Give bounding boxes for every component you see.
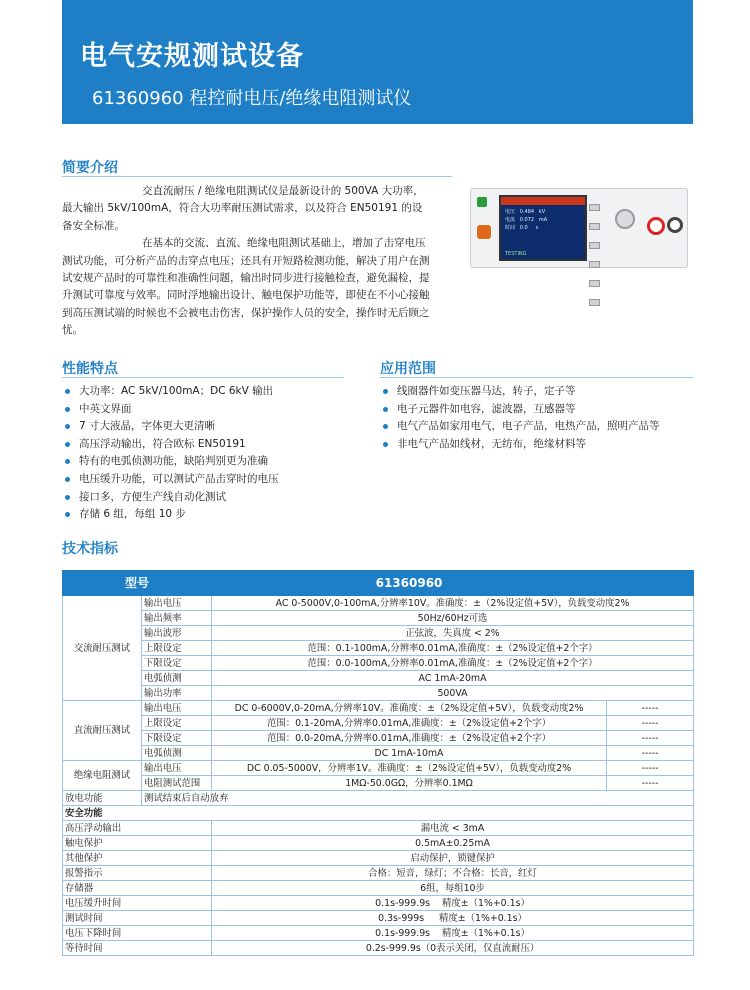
applications-heading: 应用范围 bbox=[380, 361, 436, 377]
param-cell: 电压缓升时间 bbox=[63, 896, 212, 911]
value-cell: DC 0-6000V,0-20mA,分辨率10V。准确度：±（2%设定值+5V），负载变动度2% bbox=[212, 701, 607, 716]
param-cell: 测试时间 bbox=[63, 911, 212, 926]
model-value: 61360960 bbox=[212, 571, 607, 596]
table-row bbox=[63, 821, 694, 836]
lcd-screen bbox=[499, 195, 587, 261]
page-title: 电气安规测试设备 bbox=[80, 41, 304, 72]
value-cell: 启动保护，锁键保护 bbox=[212, 851, 694, 866]
value-cell: 500VA bbox=[212, 686, 694, 701]
features-heading: 性能特点 bbox=[62, 361, 118, 377]
table-row bbox=[63, 896, 694, 911]
intro-paragraph-2: 在基本的交流、直流、绝缘电阻测试基础上，增加了击穿电压测试功能，可分析产品的击穿点电压；还具有开短路检测功能，解决了用户在测试安规产品时的可靠性和准确性问题，输出时同步进行接触检查，避免漏检，提升测试可靠度与效率。同时浮地输出设计、触电保护功能等，即使在不小心接触到高压测试端的时候也不会被电击伤害，保护操作人员的安全，操作时无后顾之忧。 bbox=[62, 237, 430, 337]
table-row bbox=[63, 701, 694, 716]
list-item: 高压浮动输出，符合欧标 EN50191 bbox=[62, 436, 279, 454]
table-row bbox=[63, 851, 694, 866]
lcd-title-bar bbox=[501, 197, 585, 205]
param-cell: 输出电压 bbox=[142, 701, 212, 716]
header-banner bbox=[62, 0, 693, 124]
param-cell: 电阻测试范围 bbox=[142, 776, 212, 791]
param-cell: 电弧侦测 bbox=[142, 671, 212, 686]
list-item: 大功率：AC 5kV/100mA；DC 6kV 输出 bbox=[62, 383, 279, 401]
extra-cell: ----- bbox=[607, 761, 694, 776]
table-row bbox=[63, 611, 694, 626]
lcd-voltage: 电压 0.484 kV bbox=[505, 209, 546, 215]
param-cell: 输出电压 bbox=[142, 761, 212, 776]
value-cell: 范围：0.1-100mA,分辨率0.01mA,准确度：±（2%设定值+2个字） bbox=[212, 641, 694, 656]
list-item: 电气产品如家用电气，电子产品，电热产品，照明产品等 bbox=[380, 418, 660, 436]
param-cell: 其他保护 bbox=[63, 851, 212, 866]
lcd-readout bbox=[505, 208, 547, 232]
value-cell: 1MΩ-50.0GΩ，分辨率0.1MΩ bbox=[212, 776, 607, 791]
return-terminal-icon bbox=[667, 217, 683, 233]
table-row bbox=[63, 671, 694, 686]
value-cell: DC 1mA-10mA bbox=[212, 746, 607, 761]
value-cell: 0.1s-999.9s 精度±（1%+0.1s） bbox=[212, 926, 694, 941]
param-cell: 等待时间 bbox=[63, 941, 212, 956]
product-image bbox=[470, 188, 688, 268]
table-row bbox=[63, 716, 694, 731]
extra-cell: ----- bbox=[607, 746, 694, 761]
rotary-knob-icon bbox=[615, 209, 635, 229]
table-row bbox=[63, 686, 694, 701]
intro-paragraph-1: 交直流耐压 / 绝缘电阻测试仪是最新设计的 500VA 大功率，最大输出 5kV/100mA，符合大功率耐压测试需求，以及符合 EN50191 的设备安全标准。 bbox=[62, 185, 424, 232]
group-dc-label: 直流耐压测试 bbox=[63, 701, 142, 761]
table-row bbox=[63, 761, 694, 776]
specs-heading: 技术指标 bbox=[62, 541, 118, 557]
safety-section-label: 安全功能 bbox=[63, 806, 694, 821]
table-row bbox=[63, 926, 694, 941]
param-cell: 输出电压 bbox=[142, 596, 212, 611]
table-row bbox=[63, 626, 694, 641]
extra-cell: ----- bbox=[607, 776, 694, 791]
lcd-status: TESTING bbox=[505, 251, 527, 257]
list-item: 电子元器件如电容，滤波器，互感器等 bbox=[380, 401, 660, 419]
value-cell: 50Hz/60Hz可选 bbox=[212, 611, 694, 626]
value-cell: 0.3s-999s 精度±（1%+0.1s） bbox=[212, 911, 694, 926]
features-list bbox=[62, 383, 279, 524]
value-cell: AC 1mA-20mA bbox=[212, 671, 694, 686]
value-cell: AC 0-5000V,0-100mA,分辨率10V。准确度：±（2%设定值+5V），负载变动度2% bbox=[212, 596, 694, 611]
table-row bbox=[63, 596, 694, 611]
intro-heading: 简要介绍 bbox=[62, 160, 118, 176]
list-item: 接口多，方便生产线自动化测试 bbox=[62, 489, 279, 507]
param-cell: 电压下降时间 bbox=[63, 926, 212, 941]
list-item: 非电气产品如线材，无纺布，绝缘材料等 bbox=[380, 436, 660, 454]
param-cell: 触电保护 bbox=[63, 836, 212, 851]
keypad bbox=[589, 199, 611, 251]
table-row bbox=[63, 881, 694, 896]
header-blank bbox=[607, 571, 694, 596]
list-item: 特有的电弧侦测功能，缺陷判别更为准确 bbox=[62, 453, 279, 471]
list-item: 中英文界面 bbox=[62, 401, 279, 419]
product-subtitle: 61360960 程控耐电压/绝缘电阻测试仪 bbox=[92, 88, 412, 109]
intro-divider bbox=[62, 176, 452, 177]
group-ac-label: 交流耐压测试 bbox=[63, 596, 142, 701]
table-row bbox=[63, 836, 694, 851]
power-indicator-icon bbox=[477, 197, 487, 207]
value-cell: 正弦波，失真度 < 2% bbox=[212, 626, 694, 641]
table-row bbox=[63, 731, 694, 746]
start-button-icon bbox=[477, 225, 491, 239]
param-cell: 输出波形 bbox=[142, 626, 212, 641]
list-item: 存储 6 组，每组 10 步 bbox=[62, 506, 279, 524]
value-cell: 6组，每组10步 bbox=[212, 881, 694, 896]
table-row bbox=[63, 656, 694, 671]
high-voltage-terminal-icon bbox=[647, 217, 665, 235]
table-header-row bbox=[63, 571, 694, 596]
features-divider bbox=[62, 377, 344, 378]
extra-cell: ----- bbox=[607, 716, 694, 731]
table-row bbox=[63, 866, 694, 881]
value-cell: 0.1s-999.9s 精度±（1%+0.1s） bbox=[212, 896, 694, 911]
value-cell: DC 0.05-5000V，分辨率1V。准确度：±（2%设定值+5V），负载变动度2% bbox=[212, 761, 607, 776]
value-cell: 合格：短音，绿灯；不合格：长音，红灯 bbox=[212, 866, 694, 881]
param-cell: 下限设定 bbox=[142, 731, 212, 746]
value-cell: 范围：0.0-100mA,分辨率0.01mA,准确度：±（2%设定值+2个字） bbox=[212, 656, 694, 671]
param-cell: 电弧侦测 bbox=[142, 746, 212, 761]
applications-divider bbox=[380, 377, 693, 378]
intro-text bbox=[62, 183, 432, 340]
table-row bbox=[63, 911, 694, 926]
group-ir-label: 绝缘电阻测试 bbox=[63, 761, 142, 791]
discharge-label: 放电功能 bbox=[63, 791, 142, 806]
applications-list bbox=[380, 383, 660, 453]
list-item: 线圈器件如变压器马达，转子，定子等 bbox=[380, 383, 660, 401]
discharge-value: 测试结束后自动放弃 bbox=[142, 791, 694, 806]
value-cell: 范围：0.0-20mA,分辨率0.01mA,准确度：±（2%设定值+2个字） bbox=[212, 731, 607, 746]
table-row bbox=[63, 776, 694, 791]
param-cell: 输出功率 bbox=[142, 686, 212, 701]
lcd-time: 时间 0.0 s bbox=[505, 225, 539, 231]
param-cell: 上限设定 bbox=[142, 641, 212, 656]
value-cell: 0.2s-999.9s（0表示关闭，仅直流耐压） bbox=[212, 941, 694, 956]
table-row bbox=[63, 791, 694, 806]
value-cell: 漏电流 < 3mA bbox=[212, 821, 694, 836]
list-item: 7 寸大液晶，字体更大更清晰 bbox=[62, 418, 279, 436]
param-cell: 报警指示 bbox=[63, 866, 212, 881]
table-row bbox=[63, 941, 694, 956]
param-cell: 上限设定 bbox=[142, 716, 212, 731]
model-label: 型号 bbox=[63, 571, 212, 596]
list-item: 电压缓升功能，可以测试产品击穿时的电压 bbox=[62, 471, 279, 489]
spec-table bbox=[62, 570, 694, 956]
table-row bbox=[63, 806, 694, 821]
param-cell: 输出频率 bbox=[142, 611, 212, 626]
table-row bbox=[63, 641, 694, 656]
param-cell: 高压浮动输出 bbox=[63, 821, 212, 836]
extra-cell: ----- bbox=[607, 701, 694, 716]
param-cell: 存储器 bbox=[63, 881, 212, 896]
value-cell: 0.5mA±0.25mA bbox=[212, 836, 694, 851]
param-cell: 下限设定 bbox=[142, 656, 212, 671]
value-cell: 范围：0.1-20mA,分辨率0.01mA,准确度：±（2%设定值+2个字） bbox=[212, 716, 607, 731]
lcd-current: 电流 0.072 mA bbox=[505, 217, 548, 223]
table-row bbox=[63, 746, 694, 761]
extra-cell: ----- bbox=[607, 731, 694, 746]
